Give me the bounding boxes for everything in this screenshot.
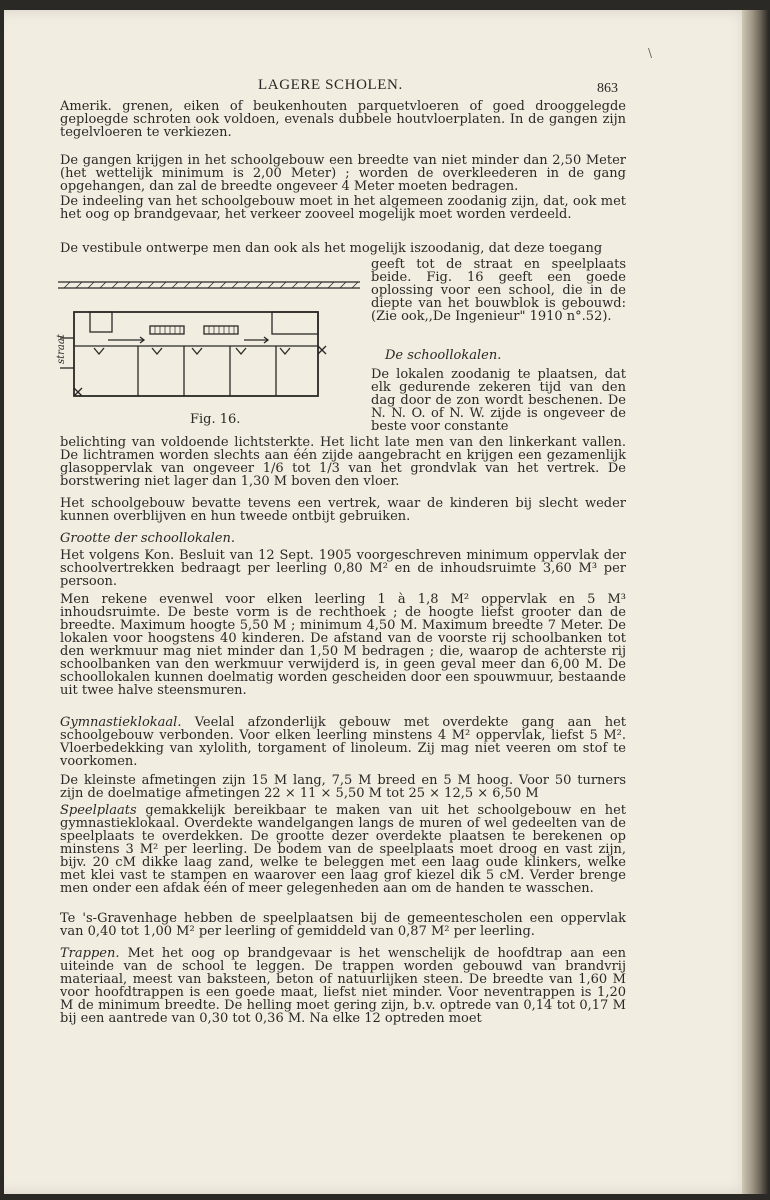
paragraph-playground [60,804,626,895]
running-head: LAGERE SCHOLEN. [258,77,403,93]
paragraph-gymnasium [60,716,626,768]
paragraph-flooring: Amerik. grenen, eiken of beukenhouten parquetvloeren of goed drooggelegde geploegde schroten ook voldoen, evenals dubbele houtvloerplaten. In de gangen zijn tegelvloeren te verkiezen. [60,99,626,140]
paragraph-classroom-orientation: De lokalen zoodanig te plaatsen, dat elk gedurende zekeren tijd van den dag door de zon wordt beschenen. De N. N. O. of N. W. zijde is ongeveer de beste voor constante [371,367,626,434]
paragraph-break-room: Het schoolgebouw bevatte tevens een vertrek, waar de kinderen bij slecht weder kunnen overblijven en hun tweede ontbijt gebruiken. [60,496,626,524]
playground-text: gemakkelijk bereikbaar te maken van uit het schoolgebouw en het gymnastieklokaal. Overdekte wandelgangen langs de muren of wel gedeelten van de speelplaats te overdekken. De grootte dezer overdekte plaatsen te berekenen op minstens 3 M² per leerling. De bodem van de speelplaats moet droog en vast zijn, bijv. 20 cM dikke laag zand, welke te beleggen met een laag oude klinkers, welke met klei vast te stampen en waarover een laag grof kiezel dik 5 cM. Verder brenge men onder een afdak één of meer gelegenheden aan om de handen te wasschen. [60,803,626,896]
paragraph-layout: De indeeling van het schoolgebouw moet in het algemeen zoodanig zijn, dat, ook met het oog op brandgevaar, het verkeer zooveel mogelijk moet worden verdeeld. [60,194,626,222]
gymnastieklokaal-lead: Gymnastieklokaal. [60,715,182,730]
heading-schoollokalen: De schoollokalen. [385,348,502,363]
paragraph-stairs [60,947,626,1025]
paragraph-corridors: De gangen krijgen in het schoolgebouw een breedte van niet minder dan 2,50 Meter (het wettelijk minimum is 2,00 Meter) ; worden de overkleederen in de gang opgehangen, dan zal de breedte ongeveer 4 Meter moeten bedragen. [60,153,626,194]
book-spine-edge [742,10,768,1194]
stairs-text: Met het oog op brandgevaar is het wenschelijk de hoofdtrap aan een uiteinde van de school te leggen. De trappen worden gebouwd van brandvrij materiaal, meest van baksteen, beton of natuurlijken steen. De breedte van 1,60 M voor hoofdtrappen is een goede maat, liefst niet minder. Voor neventrappen is 1,20 M de minimum breedte. De helling moet gering zijn, b.v. optrede van 0,14 tot 0,17 M bij een aantrede van 0,30 tot 0,36 M. Na elke 12 optreden moet [60,946,626,1026]
paragraph-lighting: belichting van voldoende lichtsterkte. Het licht late men van den linkerkant vallen. De lichtramen worden slechts aan één zijde aangebracht en krijgen een gezamenlijk glasoppervlak van ongeveer 1/6 tot 1/3 van het grondvlak van het vertrek. De borstwering niet lager dan 1,30 M boven den vloer. [60,435,626,489]
paragraph-minimum-area: Het volgens Kon. Besluit van 12 Sept. 1905 voorgeschreven minimum oppervlak der schoolvertrekken bedraagt per leerling 0,80 M² en de inhoudsruimte 3,60 M³ per persoon. [60,548,626,589]
paragraph-vestibule-continued: geeft tot de straat en speelplaats beide. Fig. 16 geeft een goede oplossing voor een school, die in de diepte van het bouwblok is gebouwd: (Zie ook,,De Ingenieur" 1910 n°.52). [371,257,626,324]
speelplaats-lead: Speelplaats [60,803,137,818]
paragraph-vestibule-start: De vestibule ontwerpe men dan ook als het mogelijk iszoodanig, dat deze toegang [60,241,603,256]
corner-mark: \ [648,46,653,60]
paragraph-the-hague: Te 's-Gravenhage hebben de speelplaatsen bij de gemeentescholen een oppervlak van 0,40 tot 1,00 M² per leerling of gemiddeld van 0,87 M² per leerling. [60,911,626,939]
trappen-lead: Trappen. [60,946,120,961]
gymnasium-text: Veelal afzonderlijk gebouw met overdekte gang aan het schoolgebouw verbonden. Voor elken leerling minstens 4 M² oppervlak, liefst 5 M². Vloerbedekking van xylolith, torgament of linoleum. Zij mag niet veeren om stof te voorkomen. [60,715,626,769]
page-number: 863 [597,81,618,96]
street-label: straat [56,334,67,364]
heading-grootte: Grootte der schoollokalen. [60,531,235,546]
figure-caption: Fig. 16. [190,412,241,427]
paragraph-gymnasium-size: De kleinste afmetingen zijn 15 M lang, 7,5 M breed en 5 M hoog. Voor 50 turners zijn de doelmatige afmetingen 22 × 11 × 5,50 M tot 25 × 12,5 × 6,50 M [60,773,626,801]
paragraph-classroom-dimensions: Men rekene evenwel voor elken leerling 1 à 1,8 M² oppervlak en 5 M³ inhoudsruimte. De beste vorm is de rechthoek ; de hoogte liefst grooter dan de breedte. Maximum hoogte 5,50 M ; minimum 4,50 M. Maximum breedte 7 Meter. De lokalen voor hoogstens 40 kinderen. De afstand van de voorste rij schoolbanken tot den werkmuur mag niet minder dan 1,50 M bedragen ; die, waarop de achterste rij schoolbanken van den werkmuur verwijderd is, in geen geval meer dan 6,00 M. De schoollokalen kunnen doelmatig worden gescheiden door een spouwmuur, bestaande uit twee halve steensmuren. [60,592,626,698]
